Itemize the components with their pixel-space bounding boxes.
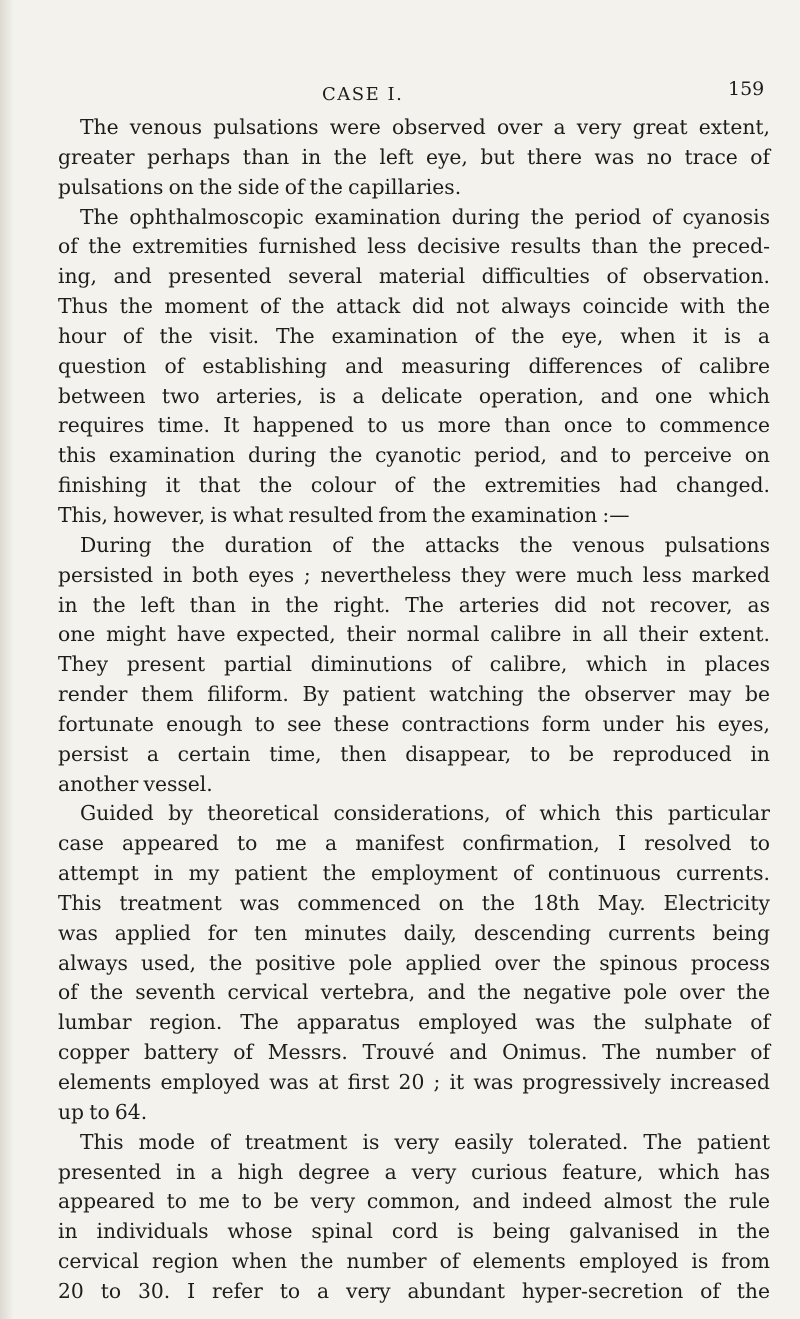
text-line: of the extremities furnished less decisive results than the preced- bbox=[58, 234, 770, 259]
text-line: one might have expected, their normal calibre in all their extent. bbox=[58, 622, 770, 647]
text-line: This treatment was commenced on the 18th May. Electricity bbox=[58, 890, 770, 915]
text-line: in individuals whose spinal cord is being galvanised in the bbox=[58, 1219, 770, 1244]
text-line: always used, the positive pole applied over the spinous process bbox=[58, 950, 770, 975]
text-line: This mode of treatment is very easily tolerated. The patient bbox=[80, 1129, 770, 1154]
text-line: The ophthalmoscopic examination during the period of cyanosis bbox=[80, 204, 770, 229]
text-line: fortunate enough to see these contractions form under his eyes, bbox=[58, 711, 770, 736]
text-line: 20 to 30. I refer to a very abundant hyper-secretion of the bbox=[58, 1278, 770, 1303]
text-line: attempt in my patient the employment of continuous currents. bbox=[58, 861, 770, 886]
text-line: another vessel. bbox=[58, 771, 213, 796]
text-line: this examination during the cyanotic period, and to perceive on bbox=[58, 443, 770, 468]
text-line: persist a certain time, then disappear, to be reproduced in bbox=[58, 741, 770, 766]
text-line: greater perhaps than in the left eye, but there was no trace of bbox=[58, 144, 770, 169]
text-line: presented in a high degree a very curious feature, which has bbox=[58, 1159, 770, 1184]
text-line: cervical region when the number of elements employed is from bbox=[58, 1249, 770, 1274]
text-line: appeared to me to be very common, and indeed almost the rule bbox=[58, 1189, 770, 1214]
text-line: pulsations on the side of the capillaries. bbox=[58, 174, 462, 199]
text-line: They present partial diminutions of calibre, which in places bbox=[58, 652, 770, 677]
page-number: 159 bbox=[728, 78, 765, 100]
page-gutter-shadow bbox=[0, 0, 14, 1319]
text-line: elements employed was at first 20 ; it was progressively increased bbox=[58, 1070, 770, 1094]
text-line: case appeared to me a manifest confirmation, I resolved to bbox=[58, 831, 770, 856]
text-line: Thus the moment of the attack did not always coincide with the bbox=[58, 294, 770, 319]
text-line: finishing it that the colour of the extremities had changed. bbox=[58, 473, 770, 498]
running-title: CASE I. bbox=[322, 84, 404, 105]
text-line: requires time. It happened to us more than once to commence bbox=[58, 413, 770, 438]
text-line: Guided by theoretical considerations, of which this particular bbox=[80, 801, 770, 826]
text-line: This, however, is what resulted from the examination :— bbox=[58, 502, 630, 527]
text-line: was applied for ten minutes daily, descending currents being bbox=[58, 920, 770, 945]
text-line: lumbar region. The apparatus employed was the sulphate of bbox=[58, 1010, 770, 1035]
text-line: up to 64. bbox=[58, 1099, 148, 1124]
text-line: render them filiform. By patient watching the observer may be bbox=[58, 682, 770, 707]
text-line: in the left than in the right. The arteries did not recover, as bbox=[58, 592, 770, 617]
text-line: persisted in both eyes ; nevertheless they were much less marked bbox=[58, 562, 770, 587]
text-line: question of establishing and measuring differences of calibre bbox=[58, 353, 770, 378]
text-line: of the seventh cervical vertebra, and the negative pole over the bbox=[58, 980, 770, 1005]
body-text bbox=[58, 113, 770, 1307]
text-line: hour of the visit. The examination of the eye, when it is a bbox=[58, 323, 770, 348]
text-line: The venous pulsations were observed over a very great extent, bbox=[80, 115, 770, 139]
text-line: During the duration of the attacks the venous pulsations bbox=[80, 532, 770, 557]
text-line: ing, and presented several material difficulties of observation. bbox=[58, 264, 770, 289]
text-line: between two arteries, is a delicate operation, and one which bbox=[58, 383, 770, 408]
text-line: copper battery of Messrs. Trouvé and Onimus. The number of bbox=[58, 1040, 770, 1065]
